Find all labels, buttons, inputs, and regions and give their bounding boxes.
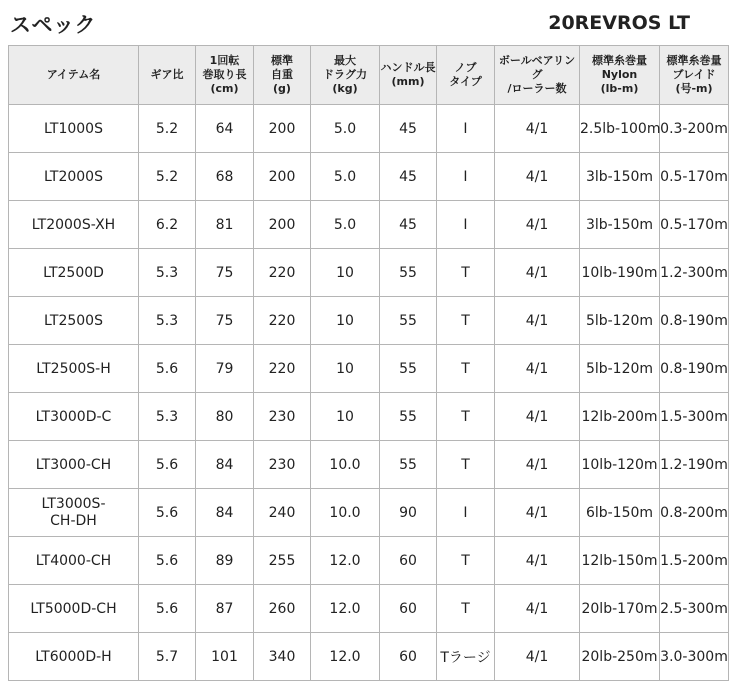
table-row: [9, 105, 729, 153]
model-cell: LT1000S: [9, 105, 139, 153]
braid-cell: 1.5-300m: [660, 393, 729, 441]
retrieve-cell: 79: [196, 345, 254, 393]
braid-cell: 1.2-300m: [660, 249, 729, 297]
header-cell: [495, 46, 580, 105]
handle-cell: 60: [380, 633, 437, 681]
bearing-cell: 4/1: [495, 297, 580, 345]
handle-cell: 45: [380, 201, 437, 249]
header-line: (号-m): [675, 82, 713, 95]
header-line: 標準糸巻量: [592, 54, 647, 67]
weight-cell: 220: [254, 345, 311, 393]
knob-cell: T: [437, 393, 495, 441]
gear-ratio-cell: 5.6: [139, 345, 196, 393]
bearing-cell: 4/1: [495, 249, 580, 297]
nylon-cell: 20lb-170m: [580, 585, 660, 633]
model-line: CH-DH: [50, 512, 97, 529]
bearing-cell: 4/1: [495, 537, 580, 585]
gear-ratio-cell: 6.2: [139, 201, 196, 249]
header-cell: [139, 46, 196, 105]
header-line: (kg): [332, 82, 358, 95]
retrieve-cell: 84: [196, 441, 254, 489]
table-row: [9, 249, 729, 297]
retrieve-cell: 75: [196, 297, 254, 345]
table-header-row: [9, 46, 729, 105]
model-line: LT3000S-: [41, 495, 106, 512]
model-cell: LT4000-CH: [9, 537, 139, 585]
braid-cell: 0.8-190m: [660, 297, 729, 345]
drag-cell: 5.0: [311, 153, 380, 201]
header-cell: [380, 46, 437, 105]
header-line: タイプ: [449, 75, 482, 88]
model-cell: LT3000-CH: [9, 441, 139, 489]
table-row: [9, 441, 729, 489]
handle-cell: 45: [380, 153, 437, 201]
table-row: [9, 585, 729, 633]
drag-cell: 12.0: [311, 537, 380, 585]
nylon-cell: 12lb-150m: [580, 537, 660, 585]
bearing-cell: 4/1: [495, 345, 580, 393]
drag-cell: 10: [311, 393, 380, 441]
header-line: ブレイド: [672, 68, 716, 81]
knob-cell: I: [437, 489, 495, 537]
handle-cell: 55: [380, 297, 437, 345]
nylon-cell: 3lb-150m: [580, 153, 660, 201]
drag-cell: 10: [311, 345, 380, 393]
model-cell: LT2000S-XH: [9, 201, 139, 249]
header-line: Nylon: [601, 68, 638, 81]
nylon-cell: 3lb-150m: [580, 201, 660, 249]
knob-cell: I: [437, 105, 495, 153]
header-cell: [9, 46, 139, 105]
gear-ratio-cell: 5.6: [139, 585, 196, 633]
weight-cell: 255: [254, 537, 311, 585]
table-row: [9, 489, 729, 537]
braid-cell: 0.8-200m: [660, 489, 729, 537]
model-cell: LT6000D-H: [9, 633, 139, 681]
header-line: アイテム名: [46, 68, 101, 81]
header-line: (lb-m): [600, 82, 639, 95]
knob-cell: T: [437, 537, 495, 585]
header-line: 最大: [334, 54, 356, 67]
handle-cell: 45: [380, 105, 437, 153]
header-cell: [660, 46, 729, 105]
nylon-cell: 12lb-200m: [580, 393, 660, 441]
handle-cell: 60: [380, 585, 437, 633]
knob-cell: I: [437, 153, 495, 201]
nylon-cell: 20lb-250m: [580, 633, 660, 681]
table-row: [9, 153, 729, 201]
braid-cell: 1.2-190m: [660, 441, 729, 489]
braid-cell: 0.5-170m: [660, 153, 729, 201]
gear-ratio-cell: 5.2: [139, 105, 196, 153]
header-cell: [254, 46, 311, 105]
drag-cell: 5.0: [311, 105, 380, 153]
header-line: 巻取り長: [202, 68, 247, 81]
bearing-cell: 4/1: [495, 633, 580, 681]
knob-cell: T: [437, 585, 495, 633]
weight-cell: 240: [254, 489, 311, 537]
handle-cell: 90: [380, 489, 437, 537]
header-cell: [580, 46, 660, 105]
model-cell: [9, 489, 139, 537]
drag-cell: 10: [311, 297, 380, 345]
gear-ratio-cell: 5.7: [139, 633, 196, 681]
header-line: (g): [273, 82, 291, 95]
table-row: [9, 345, 729, 393]
gear-ratio-cell: 5.6: [139, 489, 196, 537]
weight-cell: 200: [254, 201, 311, 249]
handle-cell: 55: [380, 441, 437, 489]
header-line: /ローラー数: [507, 82, 567, 95]
braid-cell: 0.5-170m: [660, 201, 729, 249]
handle-cell: 60: [380, 537, 437, 585]
weight-cell: 340: [254, 633, 311, 681]
weight-cell: 200: [254, 153, 311, 201]
braid-cell: 3.0-300m: [660, 633, 729, 681]
page-title: スペック: [10, 13, 96, 37]
drag-cell: 12.0: [311, 633, 380, 681]
model-cell: LT2500D: [9, 249, 139, 297]
retrieve-cell: 101: [196, 633, 254, 681]
knob-cell: T: [437, 441, 495, 489]
weight-cell: 230: [254, 441, 311, 489]
drag-cell: 10.0: [311, 441, 380, 489]
bearing-cell: 4/1: [495, 441, 580, 489]
nylon-cell: 5lb-120m: [580, 345, 660, 393]
braid-cell: 1.5-200m: [660, 537, 729, 585]
weight-cell: 220: [254, 249, 311, 297]
gear-ratio-cell: 5.2: [139, 153, 196, 201]
retrieve-cell: 84: [196, 489, 254, 537]
braid-cell: 0.8-190m: [660, 345, 729, 393]
model-cell: LT2000S: [9, 153, 139, 201]
knob-cell: I: [437, 201, 495, 249]
drag-cell: 10: [311, 249, 380, 297]
retrieve-cell: 75: [196, 249, 254, 297]
nylon-cell: 2.5lb-100m: [580, 105, 660, 153]
gear-ratio-cell: 5.3: [139, 393, 196, 441]
header-line: 標準: [271, 54, 293, 67]
spec-table: [8, 45, 729, 681]
drag-cell: 5.0: [311, 201, 380, 249]
retrieve-cell: 81: [196, 201, 254, 249]
table-row: [9, 297, 729, 345]
table-row: [9, 393, 729, 441]
braid-cell: 2.5-300m: [660, 585, 729, 633]
handle-cell: 55: [380, 393, 437, 441]
knob-cell: T: [437, 249, 495, 297]
bearing-cell: 4/1: [495, 585, 580, 633]
nylon-cell: 10lb-190m: [580, 249, 660, 297]
bearing-cell: 4/1: [495, 489, 580, 537]
gear-ratio-cell: 5.3: [139, 297, 196, 345]
header-line: 1回転: [209, 54, 240, 67]
product-name: 20REVROS LT: [548, 12, 690, 34]
nylon-cell: 6lb-150m: [580, 489, 660, 537]
header-line: ギア比: [150, 68, 184, 81]
model-cell: LT2500S: [9, 297, 139, 345]
retrieve-cell: 87: [196, 585, 254, 633]
bearing-cell: 4/1: [495, 153, 580, 201]
gear-ratio-cell: 5.3: [139, 249, 196, 297]
drag-cell: 12.0: [311, 585, 380, 633]
knob-cell: Tラージ: [437, 633, 495, 681]
header-line: ボールベアリング: [498, 54, 576, 81]
table-row: [9, 537, 729, 585]
retrieve-cell: 89: [196, 537, 254, 585]
drag-cell: 10.0: [311, 489, 380, 537]
handle-cell: 55: [380, 249, 437, 297]
handle-cell: 55: [380, 345, 437, 393]
weight-cell: 230: [254, 393, 311, 441]
weight-cell: 200: [254, 105, 311, 153]
model-cell: LT3000D-C: [9, 393, 139, 441]
header-line: ドラグ力: [323, 68, 367, 81]
nylon-cell: 5lb-120m: [580, 297, 660, 345]
knob-cell: T: [437, 297, 495, 345]
header-line: 標準糸巻量: [666, 54, 722, 67]
header-cell: [311, 46, 380, 105]
bearing-cell: 4/1: [495, 105, 580, 153]
retrieve-cell: 80: [196, 393, 254, 441]
knob-cell: T: [437, 345, 495, 393]
table-row: [9, 201, 729, 249]
bearing-cell: 4/1: [495, 393, 580, 441]
header-line: (cm): [210, 82, 239, 95]
header-line: ハンドル長: [380, 61, 436, 74]
braid-cell: 0.3-200m: [660, 105, 729, 153]
header-cell: [196, 46, 254, 105]
header-line: 自重: [271, 68, 293, 81]
header-line: (mm): [391, 75, 425, 88]
retrieve-cell: 64: [196, 105, 254, 153]
model-cell: LT5000D-CH: [9, 585, 139, 633]
nylon-cell: 10lb-120m: [580, 441, 660, 489]
retrieve-cell: 68: [196, 153, 254, 201]
table-row: [9, 633, 729, 681]
header-line: ノブ: [454, 61, 477, 74]
weight-cell: 220: [254, 297, 311, 345]
weight-cell: 260: [254, 585, 311, 633]
model-cell: LT2500S-H: [9, 345, 139, 393]
gear-ratio-cell: 5.6: [139, 441, 196, 489]
header-cell: [437, 46, 495, 105]
bearing-cell: 4/1: [495, 201, 580, 249]
gear-ratio-cell: 5.6: [139, 537, 196, 585]
